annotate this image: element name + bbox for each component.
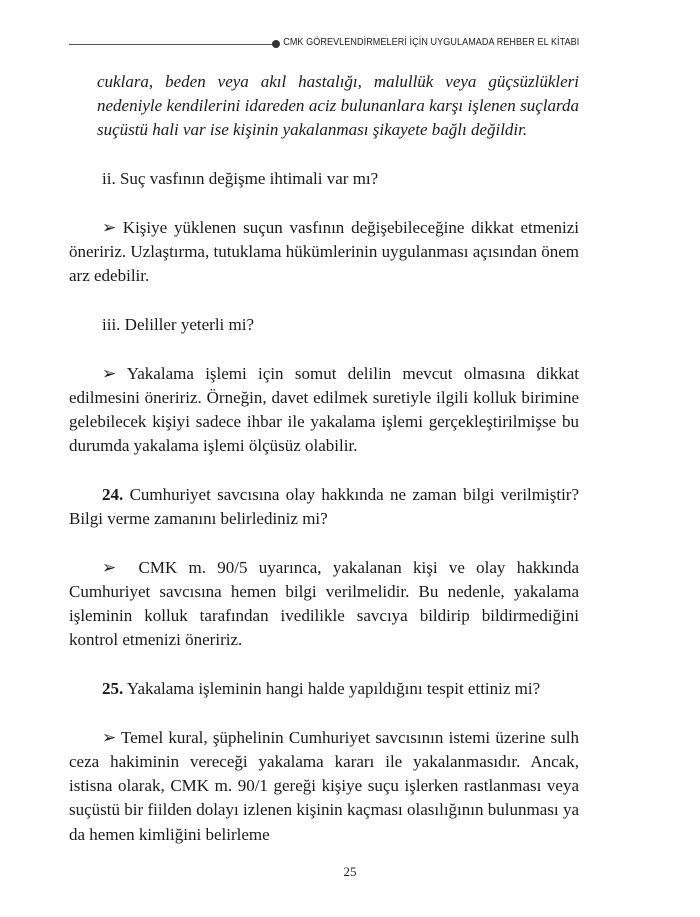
- answer-iii: [69, 362, 579, 459]
- answer-24-text: CMK m. 90/5 uyarınca, yakalanan kişi ve olay hakkında Cumhuriyet savcısına hemen bilgi verilmelidir. Bu nedenle, yakalama işleminin kolluk tarafından ivedilikle savcıya bildirip bildirmediğini kontrol etmenizi öneririz.: [69, 557, 580, 650]
- question-ii: ii. Suç vasfının değişme ihtimali var mı?: [102, 169, 379, 189]
- question-24-number: 24.: [102, 484, 124, 504]
- question-24-text: Cumhuriyet savcısına olay hakkında ne zaman bilgi verilmiştir? Bilgi verme zamanını belirlediniz mi?: [69, 484, 579, 529]
- arrow-bullet-icon: ➢: [102, 363, 117, 383]
- question-25-text: Yakalama işleminin hangi halde yapıldığını tespit ettiniz mi?: [126, 679, 541, 699]
- question-25: [69, 677, 579, 701]
- header-bullet-icon: [272, 40, 280, 48]
- arrow-bullet-icon: ➢: [102, 727, 117, 747]
- question-iii: iii. Deliller yeterli mi?: [102, 314, 255, 334]
- arrow-bullet-icon: ➢: [102, 217, 117, 237]
- answer-25-text: Temel kural, şüphelinin Cumhuriyet savcısının istemi üzerine sulh ceza hakiminin vereceği yakalama kararı ile yakalanmasıdır. Ancak, istisna olarak, CMK m. 90/1 gereği kişiye suçu işlerken rastlanması veya suçüstü bir fiilden dolayı izlenen kişinin kaçması olasılığının bulunması ya da hemen kimliğini belirleme: [69, 727, 579, 844]
- running-header: [69, 36, 579, 54]
- header-rule: [69, 44, 274, 45]
- arrow-bullet-icon: ➢: [102, 557, 117, 577]
- page-number: 25: [343, 864, 357, 879]
- header-title: CMK GÖREVLENDİRMELERİ İÇİN UYGULAMADA REHBER EL KİTABI: [282, 36, 579, 48]
- question-24: [69, 483, 579, 531]
- answer-iii-text: Yakalama işlemi için somut delilin mevcut olmasına dikkat edilmesini öneririz. Örneğin, davet edilmek suretiyle ilgili kolluk birimine gelebilecek kişiyi sadece ihbar ile yakalama işlemi gerçekleştirilmişse bu durumda yakalama işlemi ölçüsüz olabilir.: [69, 363, 580, 456]
- question-25-number: 25.: [102, 679, 124, 699]
- page-body: [69, 70, 579, 847]
- answer-ii-text: Kişiye yüklenen suçun vasfının değişebileceğine dikkat etmenizi öneririz. Uzlaştırma, tutuklama hükümlerinin uygulanması açısından önem arz edebilir.: [69, 217, 579, 286]
- answer-25: [69, 726, 579, 847]
- answer-24: [69, 556, 579, 653]
- answer-ii: [69, 216, 579, 289]
- quoted-paragraph: cuklara, beden veya akıl hastalığı, malullük veya güçsüzlükleri nedeniyle kendilerini idareden aciz bulunanlara karşı işlenen suçlarda suçüstü hali var ise kişinin yakalanması şikayete bağlı değildir.: [97, 72, 579, 140]
